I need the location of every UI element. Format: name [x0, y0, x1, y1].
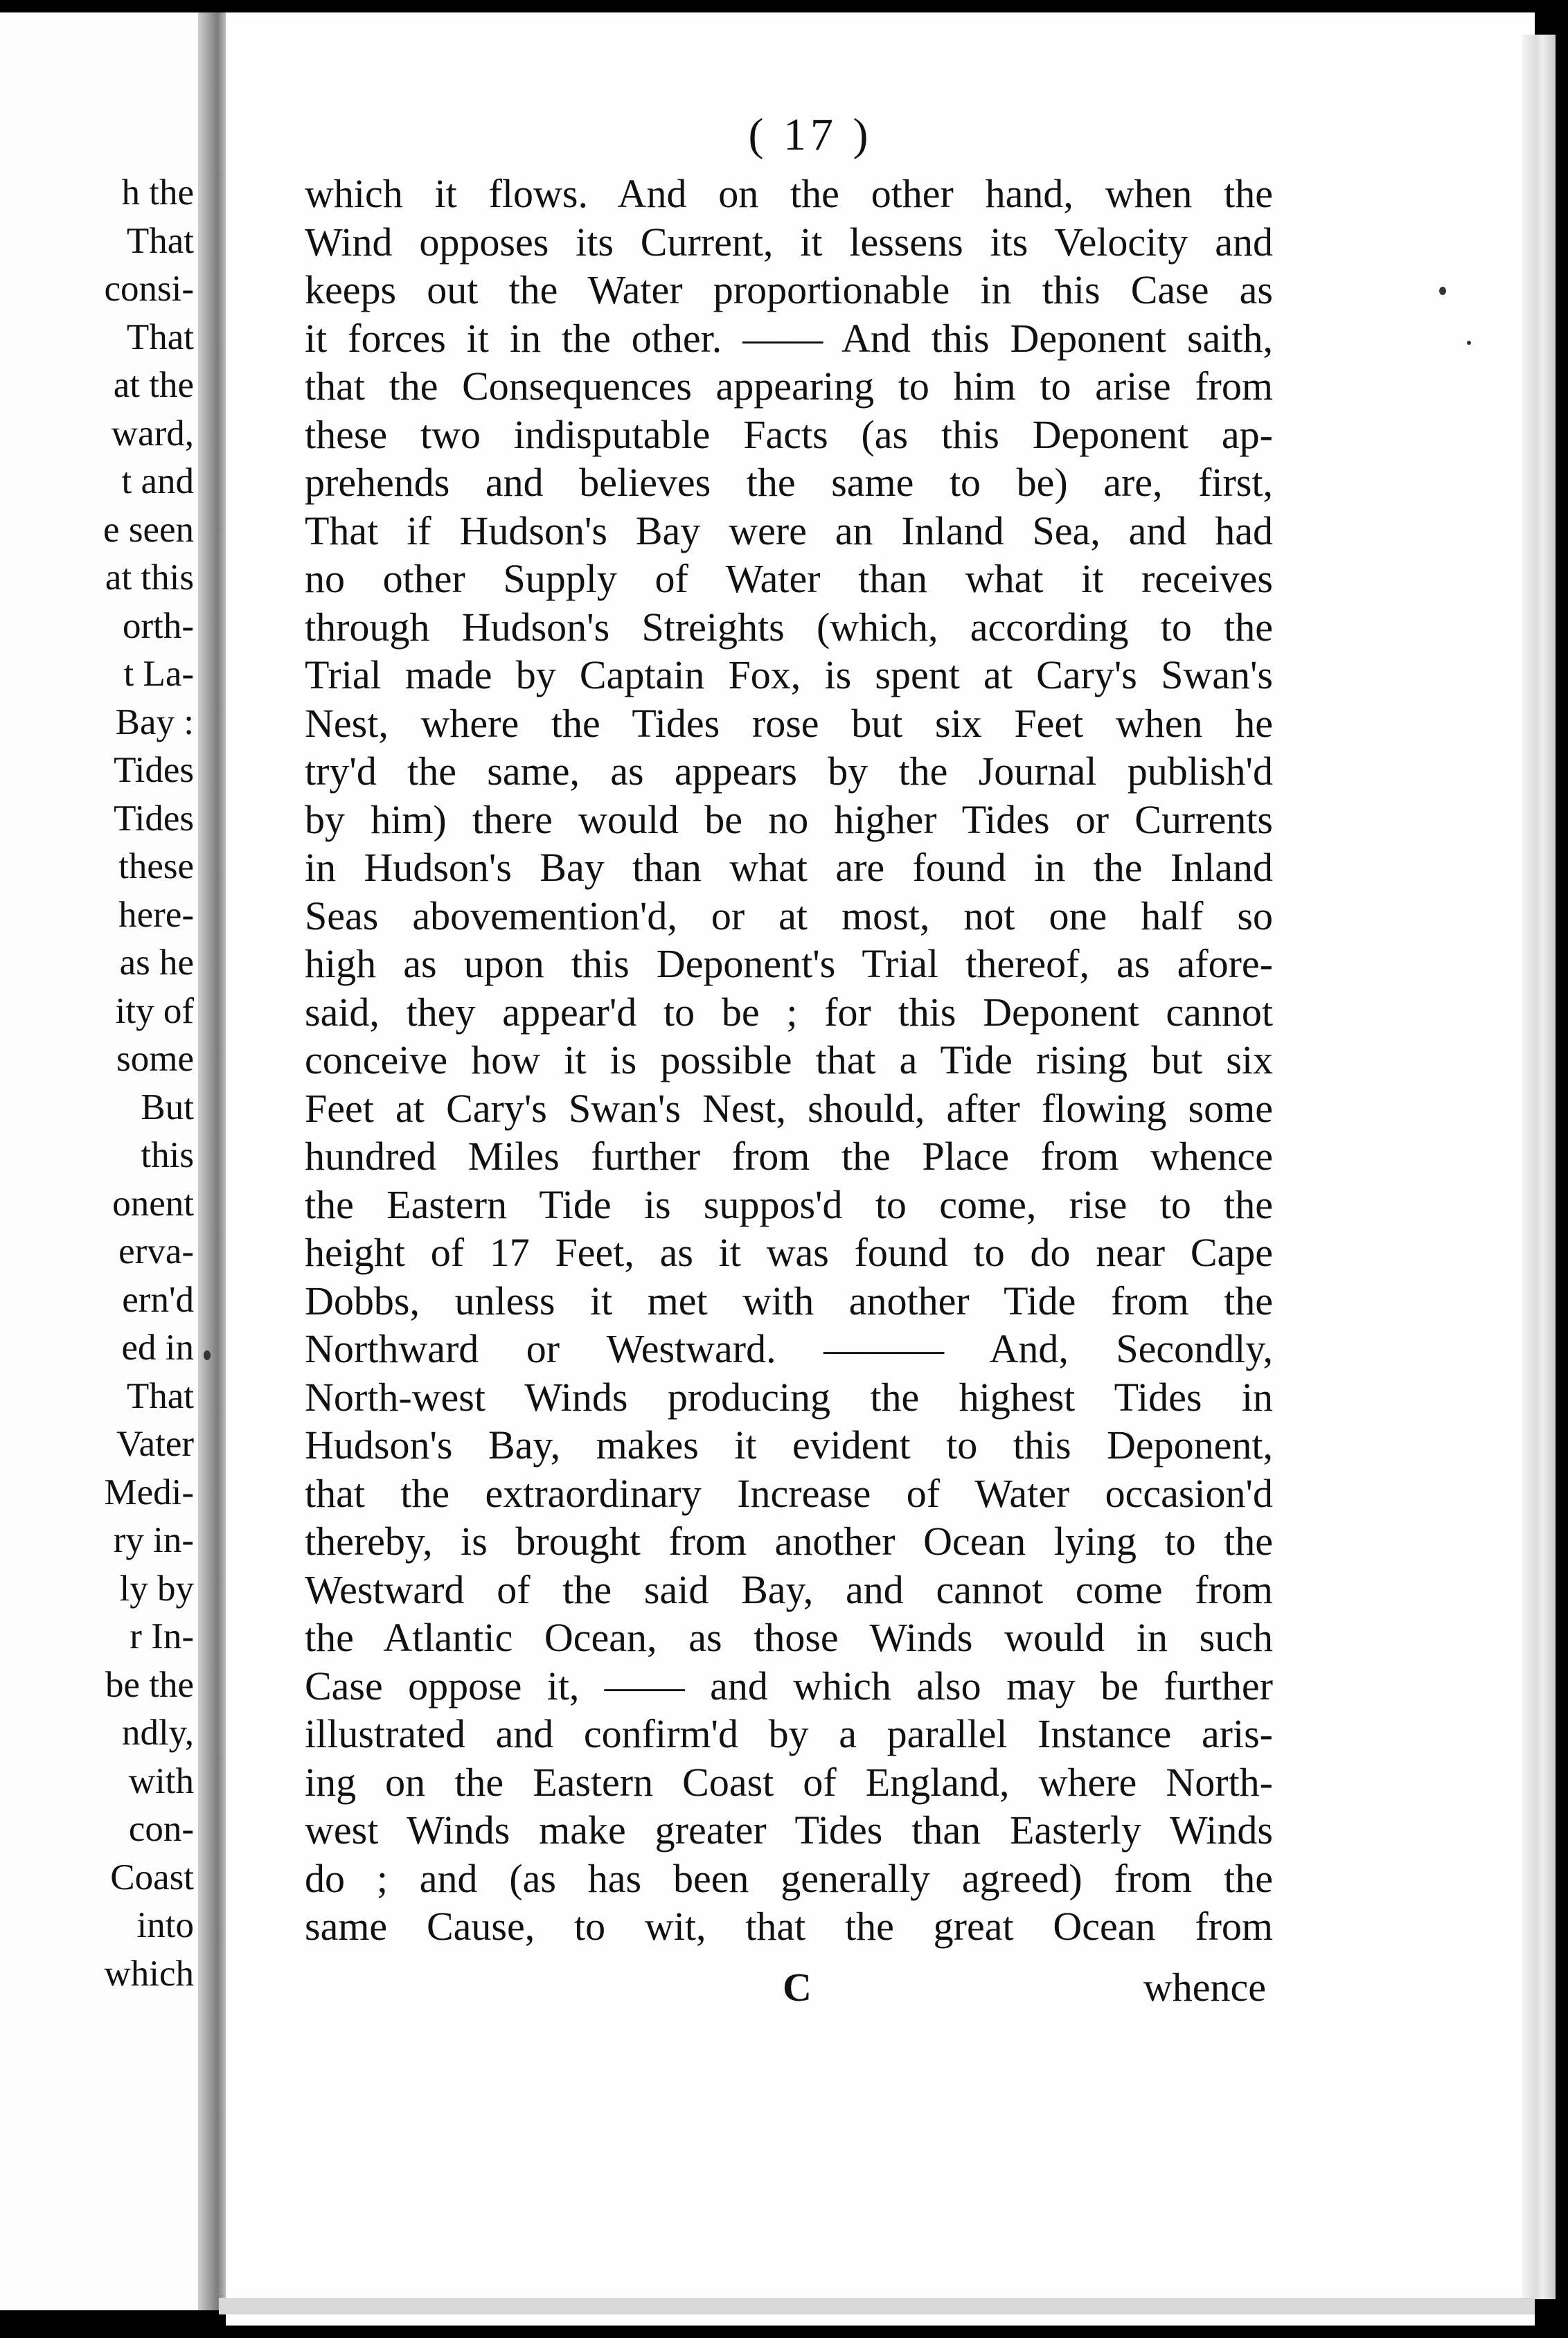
ink-speck — [204, 1350, 211, 1360]
left-page-line: Tides — [114, 798, 194, 839]
left-page-line: orth- — [122, 605, 194, 646]
text-line: Dobbs, unless it met with another Tide from the — [305, 1278, 1273, 1323]
text-line: through Hudson's Streights (which, according to the — [305, 604, 1273, 650]
left-page-line: r In- — [130, 1616, 194, 1657]
ink-speck — [1439, 287, 1446, 295]
left-page-line: h the — [121, 172, 194, 213]
text-line: ing on the Eastern Coast of England, where North- — [305, 1759, 1273, 1805]
left-page-line: Coast — [110, 1857, 194, 1898]
left-page-line: this — [141, 1135, 194, 1175]
left-page-line: erva- — [118, 1231, 194, 1271]
left-page-line: onent — [112, 1183, 194, 1224]
text-line: thereby, is brought from another Ocean lying to the — [305, 1519, 1273, 1564]
left-page-line: here- — [118, 894, 194, 935]
left-page-line: t and — [121, 461, 194, 501]
left-page-line: some — [116, 1039, 194, 1079]
text-line: do ; and (as has been generally agreed) from the — [305, 1855, 1273, 1901]
signature-mark: C — [783, 1965, 812, 2010]
left-page-line: con- — [128, 1809, 194, 1849]
book-gutter — [198, 12, 226, 2310]
text-line: try'd the same, as appears by the Journal publish'd — [305, 749, 1273, 794]
text-line: prehends and believes the same to be) are, first, — [305, 460, 1273, 505]
text-line: Wind opposes its Current, it lessens its Velocity and — [305, 219, 1273, 265]
text-line: the Eastern Tide is suppos'd to come, rise to the — [305, 1181, 1273, 1227]
left-page-line: Tides — [114, 750, 194, 790]
text-line: Hudson's Bay, makes it evident to this Deponent, — [305, 1422, 1273, 1467]
left-page-line: be the — [105, 1664, 194, 1705]
left-page-line: ity of — [115, 990, 194, 1031]
text-line: Case oppose it, —— and which also may be further — [305, 1663, 1273, 1708]
page-bottom-edge — [219, 2298, 1535, 2314]
catchword: whence — [1143, 1965, 1266, 2010]
left-page-line: Bay : — [115, 702, 194, 742]
text-line: Westward of the said Bay, and cannot come from — [305, 1567, 1273, 1612]
page-edge — [1522, 35, 1556, 2299]
text-line: keeps out the Water proportionable in this Case as — [305, 267, 1273, 312]
left-page-line: which — [104, 1953, 194, 1994]
text-line: the Atlantic Ocean, as those Winds would in such — [305, 1615, 1273, 1660]
text-line: said, they appear'd to be ; for this Deponent cannot — [305, 989, 1273, 1035]
body-text — [305, 170, 1273, 1951]
text-line: Nest, where the Tides rose but six Feet when he — [305, 700, 1273, 746]
left-page-line: That — [126, 316, 194, 357]
text-line: west Winds make greater Tides than Easterly Winds — [305, 1808, 1273, 1853]
text-line: Northward or Westward. ——— And, Secondly, — [305, 1326, 1273, 1371]
left-page-line: e seen — [103, 509, 194, 550]
left-page-line: ed in — [121, 1328, 194, 1368]
left-page-line: ly by — [119, 1568, 194, 1609]
left-page-line: But — [141, 1087, 194, 1127]
text-line: no other Supply of Water than what it receives — [305, 556, 1273, 601]
text-line: Seas abovemention'd, or at most, not one half so — [305, 893, 1273, 938]
text-line: Trial made by Captain Fox, is spent at Cary's Swan's — [305, 652, 1273, 697]
left-page-line: ndly, — [121, 1713, 194, 1753]
ink-speck — [1467, 341, 1471, 345]
text-line: That if Hudson's Bay were an Inland Sea, and had — [305, 508, 1273, 553]
left-page-line: Medi- — [104, 1472, 194, 1512]
left-page-line: consi- — [104, 269, 194, 309]
left-page-line: as he — [119, 943, 194, 983]
left-page-line: ry in- — [113, 1520, 194, 1560]
text-line: same Cause, to wit, that the great Ocean from — [305, 1904, 1273, 1949]
text-line: which it flows. And on the other hand, when the — [305, 171, 1273, 216]
text-line: height of 17 Feet, as it was found to do near Cape — [305, 1230, 1273, 1275]
left-page-line: t La- — [123, 654, 194, 694]
left-page-line: That — [126, 1375, 194, 1416]
text-line: these two indisputable Facts (as this Deponent ap- — [305, 411, 1273, 457]
text-line: by him) there would be no higher Tides or Currents — [305, 796, 1273, 842]
text-line: in Hudson's Bay than what are found in the Inland — [305, 845, 1273, 890]
left-page-line: ern'd — [122, 1279, 194, 1320]
text-line: high as upon this Deponent's Trial thereof, as afore- — [305, 941, 1273, 986]
left-page-line: these — [118, 846, 194, 886]
left-page-line: That — [126, 220, 194, 261]
page-number: ( 17 ) — [748, 109, 873, 160]
text-line: that the extraordinary Increase of Water occasion'd — [305, 1470, 1273, 1516]
left-page-line: with — [128, 1760, 194, 1801]
left-page-line: ward, — [111, 413, 194, 454]
text-line: conceive how it is possible that a Tide rising but six — [305, 1037, 1273, 1082]
left-page-fragment — [0, 12, 202, 2310]
text-line: illustrated and confirm'd by a parallel Instance aris- — [305, 1711, 1273, 1756]
left-page-line: into — [136, 1905, 194, 1945]
text-line: North-west Winds producing the highest Tides in — [305, 1374, 1273, 1420]
text-line: Feet at Cary's Swan's Nest, should, after flowing some — [305, 1085, 1273, 1131]
left-page-line: at this — [105, 557, 194, 598]
text-line: hundred Miles further from the Place from whence — [305, 1134, 1273, 1179]
left-page-line: Vater — [116, 1424, 194, 1464]
text-line: it forces it in the other. —— And this Deponent saith, — [305, 315, 1273, 361]
text-line: that the Consequences appearing to him to arise from — [305, 364, 1273, 409]
left-page-line: at the — [113, 365, 194, 405]
page-footer — [305, 1963, 1273, 2012]
